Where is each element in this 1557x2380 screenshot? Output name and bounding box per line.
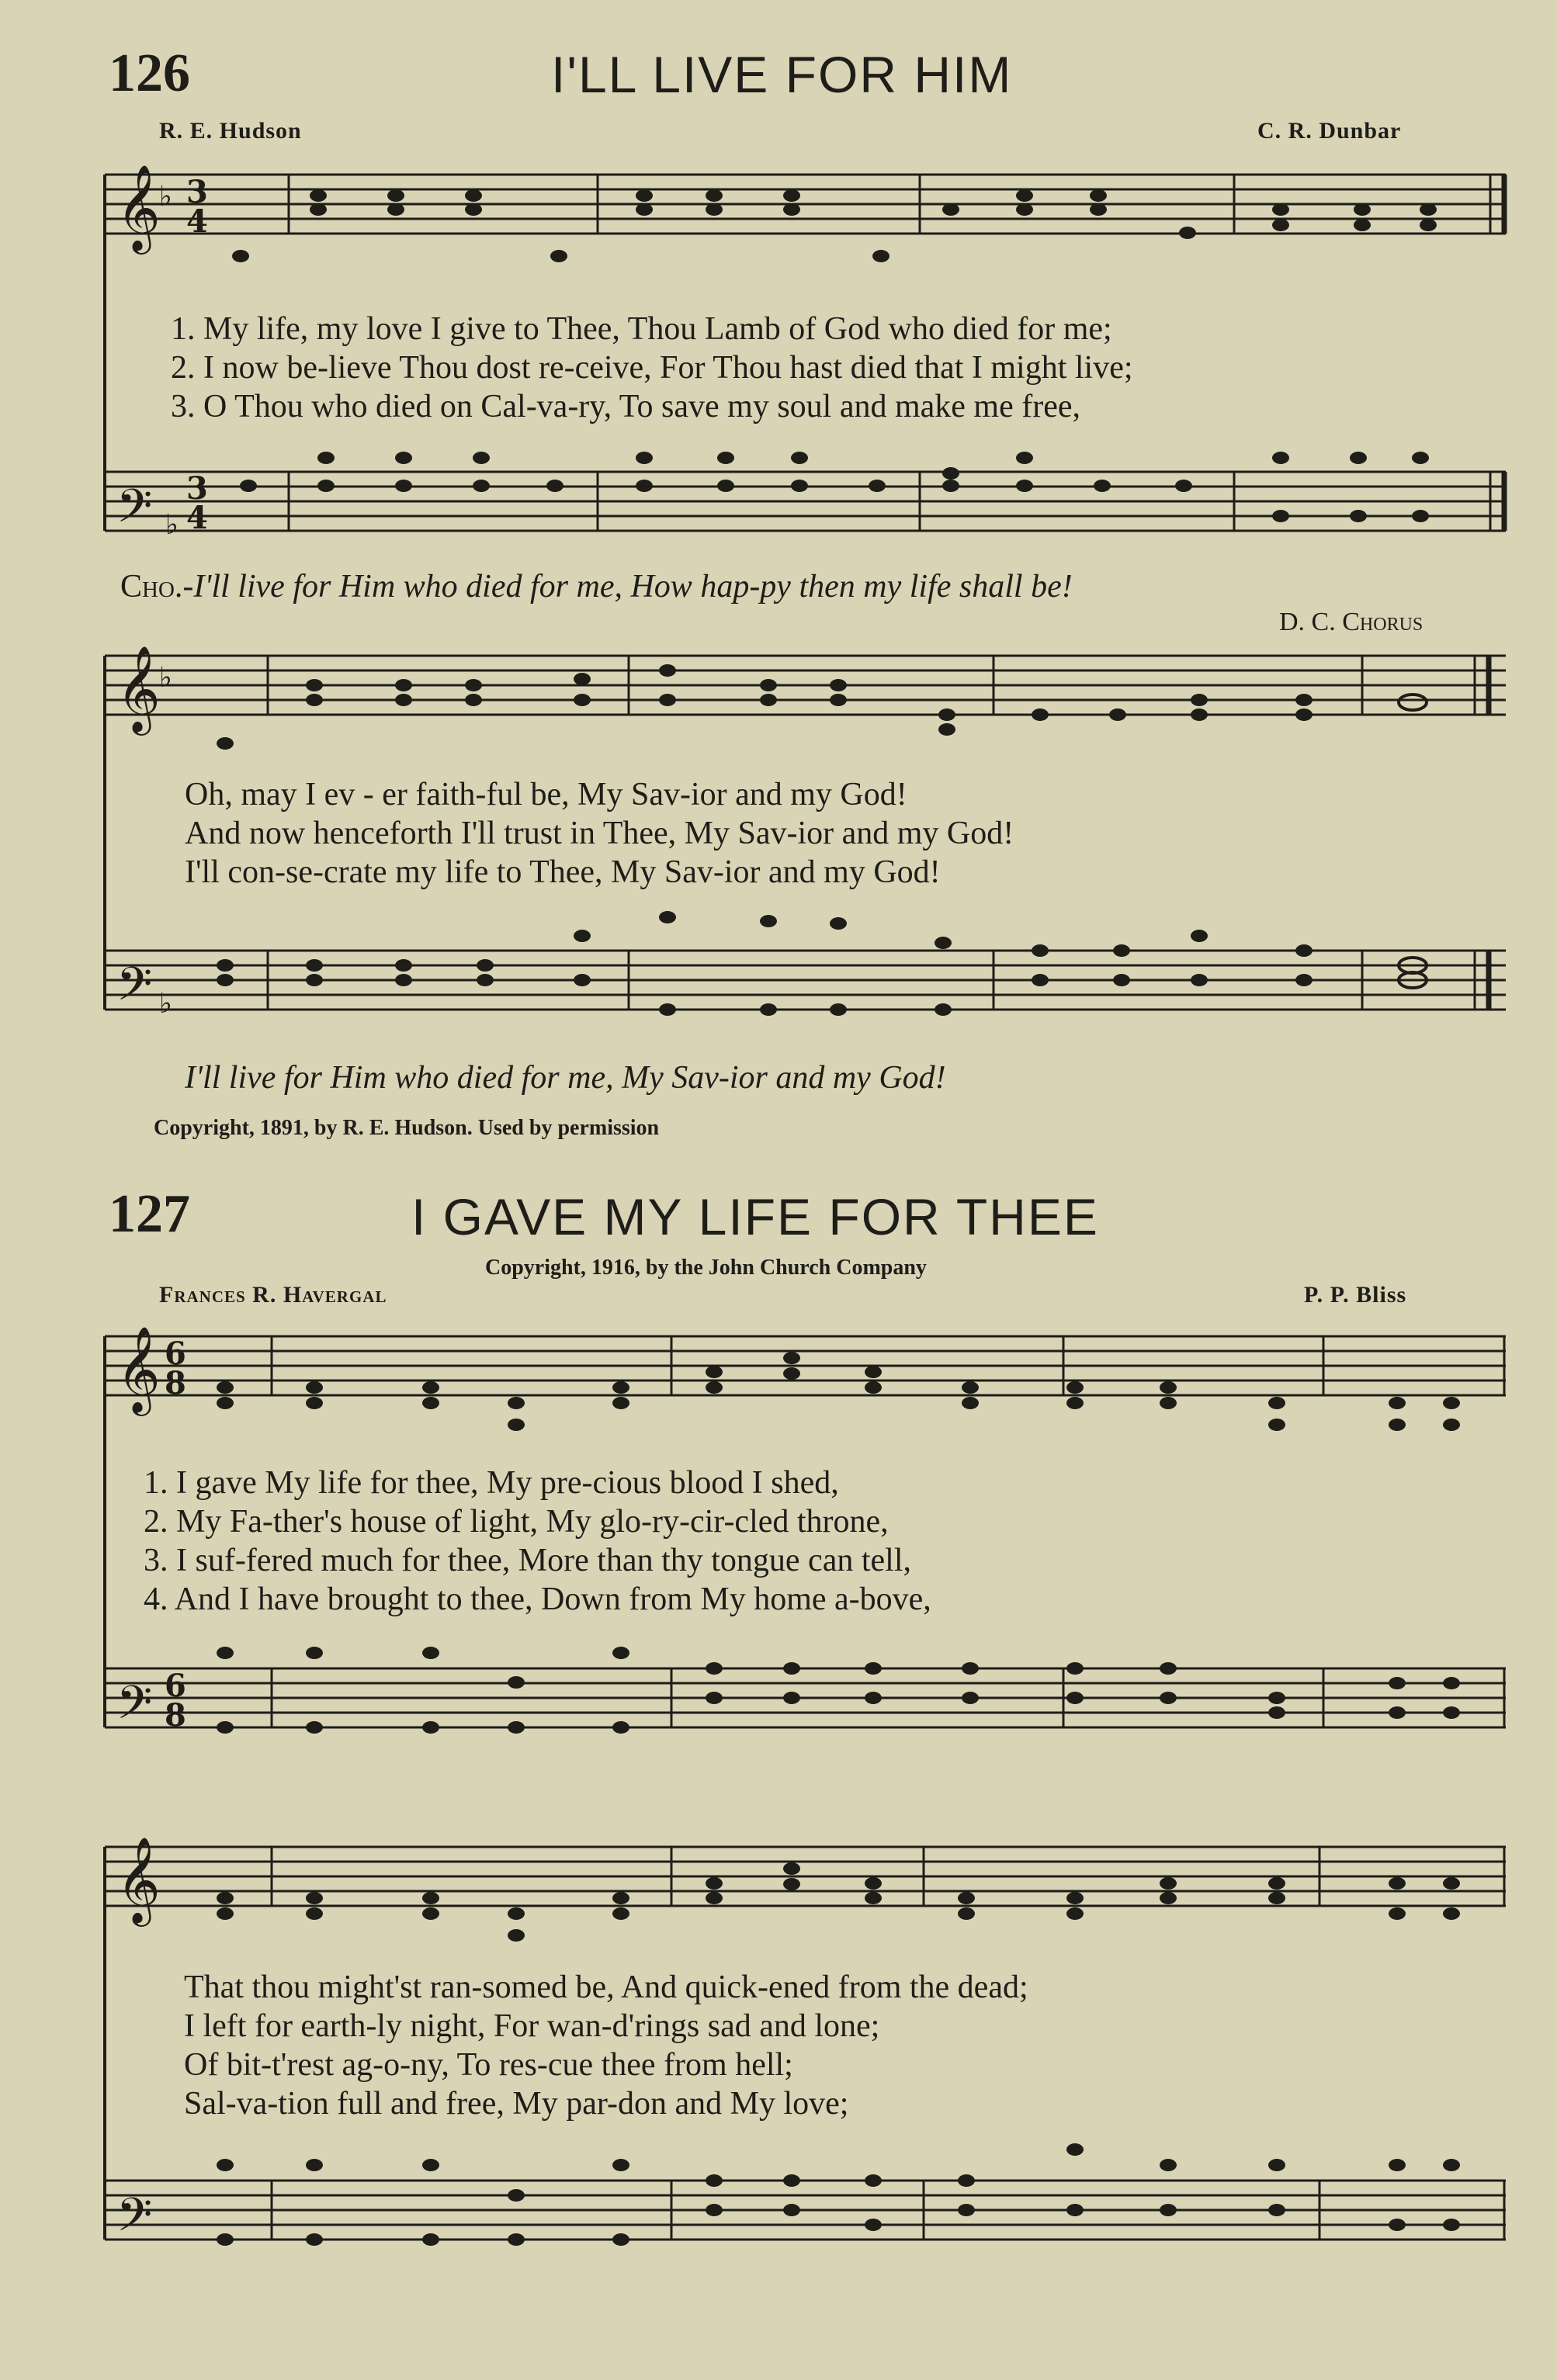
verse-b-line-3: Of bit-t'rest ag-o-ny, To res-cue thee from hell; xyxy=(184,2047,793,2083)
svg-text:𝄢: 𝄢 xyxy=(116,957,153,1022)
svg-text:𝄞: 𝄞 xyxy=(116,645,161,732)
composer-credit: P. P. Bliss xyxy=(1304,1282,1407,1308)
bass-staff-3 xyxy=(105,1668,1506,1727)
treble-clef-icon: 𝄞 xyxy=(116,164,161,251)
author-credit: R. E. Hudson xyxy=(159,118,302,144)
svg-text:6: 6 xyxy=(165,1336,186,1372)
verse-line-2: 2. I now be-lieve Thou dost re-ceive, For Thou hast died that I might live; xyxy=(171,350,1133,386)
author-credit: Frances R. Havergal xyxy=(159,1282,387,1308)
svg-text:6: 6 xyxy=(165,1668,186,1704)
bass-clef-icon: 𝄢 xyxy=(116,479,153,544)
svg-text:8: 8 xyxy=(165,1697,186,1734)
chorus-label: Cho. xyxy=(120,569,183,605)
dc-chorus-label: D. C. Chorus xyxy=(1279,608,1423,636)
verse-line-1: 1. My life, my love I give to Thee, Thou Lamb of God who died for me; xyxy=(171,311,1112,347)
verse-a-line-4: 4. And I have brought to thee, Down from My home a-bove, xyxy=(144,1581,931,1617)
hymn-title: I'LL LIVE FOR HIM xyxy=(551,46,1013,103)
verse-line-3: 3. O Thou who died on Cal-va-ry, To save my soul and make me free, xyxy=(171,389,1081,424)
verse-b-line-2: I left for earth-ly night, For wan-d'rings sad and lone; xyxy=(184,2008,880,2044)
svg-text:4: 4 xyxy=(186,203,208,240)
hymn-title: I GAVE MY LIFE FOR THEE xyxy=(411,1188,1099,1245)
svg-text:♭: ♭ xyxy=(159,181,172,213)
svg-text:8: 8 xyxy=(165,1365,186,1401)
verse-end-line-3: I'll con-se-crate my life to Thee, My Sav-ior and my God! xyxy=(185,854,941,890)
svg-text:𝄢: 𝄢 xyxy=(116,1675,153,1741)
svg-text:𝄢: 𝄢 xyxy=(116,2188,153,2253)
svg-text:𝄞: 𝄞 xyxy=(116,1836,161,1923)
chorus-line-2: I'll live for Him who died for me, My Sav-ior and my God! xyxy=(185,1060,946,1096)
svg-text:4: 4 xyxy=(186,500,208,536)
svg-text:♭: ♭ xyxy=(165,509,179,541)
composer-credit: C. R. Dunbar xyxy=(1257,118,1402,144)
svg-text:♭: ♭ xyxy=(159,988,172,1020)
copyright-127: Copyright, 1916, by the John Church Company xyxy=(485,1256,927,1280)
svg-text:𝄞: 𝄞 xyxy=(116,1325,161,1412)
hymn-number: 127 xyxy=(109,1184,190,1244)
verse-b-line-1: That thou might'st ran-somed be, And quick-ened from the dead; xyxy=(184,1969,1028,2005)
verse-end-line-1: Oh, may I ev - er faith-ful be, My Sav-ior and my God! xyxy=(185,777,907,812)
verse-a-line-2: 2. My Fa-ther's house of light, My glo-ry-cir-cled throne, xyxy=(144,1504,889,1540)
verse-end-line-2: And now henceforth I'll trust in Thee, My Sav-ior and my God! xyxy=(185,816,1014,851)
verse-b-line-4: Sal-va-tion full and free, My par-don and My love; xyxy=(184,2086,849,2122)
copyright-126: Copyright, 1891, by R. E. Hudson. Used by permission xyxy=(154,1116,660,1140)
svg-text:3: 3 xyxy=(186,174,208,210)
svg-text:♭: ♭ xyxy=(159,662,172,694)
verse-a-line-1: 1. I gave My life for thee, My pre-cious blood I shed, xyxy=(144,1465,839,1501)
verse-a-line-3: 3. I suf-fered much for thee, More than thy tongue can tell, xyxy=(144,1543,911,1578)
bass-staff-4 xyxy=(105,2181,1506,2240)
svg-text:3: 3 xyxy=(186,470,208,507)
chorus-text: -I'll live for Him who died for me, How hap-py then my life shall be! xyxy=(182,569,1073,605)
hymn-number: 126 xyxy=(109,43,190,103)
